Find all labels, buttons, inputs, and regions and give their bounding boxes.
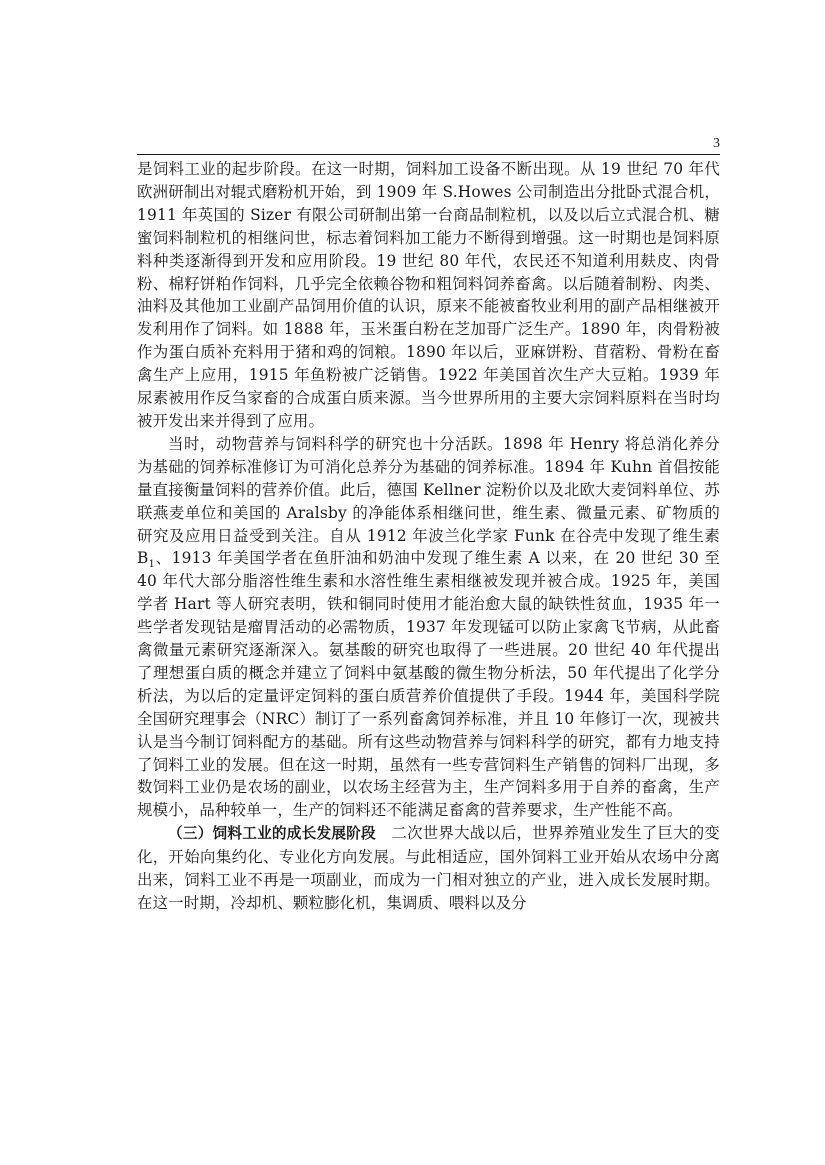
paragraph-2-text-a: 当时，动物营养与饲料科学的研究也十分活跃。1898 年 Henry 将总消化养分为基础的饲养标准修订为可消化总养分为基础的饲养标准。1894 年 Kuhn 首倡按能量直接衡量饲料的营养价值。此后，德国 Kellner 淀粉价以及北欧大麦饲料单位、苏联燕麦单位和美国的 Aralsby 的净能体系相继问世，维生素、微量元素、矿物质的研究及应用日益受到关注。自从 1912 年波兰化学家 Funk 在谷壳中发现了维生素 B — [137, 434, 720, 568]
section-heading: （三）饲料工业的成长发展阶段 — [168, 825, 376, 843]
paragraph-2 — [137, 433, 720, 822]
header-rule — [137, 154, 720, 155]
paragraph-3 — [137, 822, 720, 915]
paragraph-1: 是饲料工业的起步阶段。在这一时期，饲料加工设备不断出现。从 19 世纪 70 年代欧洲研制出对辊式磨粉机开始，到 1909 年 S.Howes 公司制造出分批卧式混合机，1911 年英国的 Sizer 有限公司研制出第一台商品制粒机，以及以后立式混合机、糖蜜饲料制粒机的相继问世，标志着饲料加工能力不断得到增强。这一时期也是饲料原料种类逐渐得到开发和应用阶段。19 世纪 80 年代，农民还不知道利用麸皮、肉骨粉、棉籽饼粕作饲料，几乎完全依赖谷物和粗饲料饲养畜禽。以后随着制粉、肉类、油料及其他加工业副产品饲用价值的认识，原来不能被畜牧业利用的副产品相继被开发利用作了饲料。如 1888 年，玉米蛋白粉在芝加哥广泛生产。1890 年，肉骨粉被作为蛋白质补充料用于猪和鸡的饲粮。1890 年以后，亚麻饼粉、苜蓿粉、骨粉在畜禽生产上应用，1915 年鱼粉被广泛销售。1922 年美国首次生产大豆粕。1939 年尿素被用作反刍家畜的合成蛋白质来源。当今世界所用的主要大宗饲料原料在当时均被开发出来并得到了应用。 — [137, 160, 720, 430]
vitamin-b-subscript: 1 — [148, 559, 156, 571]
page-number: 3 — [713, 136, 720, 151]
body-text — [137, 158, 720, 915]
paragraph-2-text-b: 、1913 年美国学者在鱼肝油和奶油中发现了维生素 A 以来，在 20 世纪 30 至 40 年代大部分脂溶性维生素和水溶性维生素相继被发现并被合成。1925 年，美国学者 Hart 等人研究表明，铁和铜同时使用才能治愈大鼠的缺铁性贫血，1935 年一些学者发现钴是瘤胃活动的必需物质，1937 年发现锰可以防止家禽飞节病，从此畜禽微量元素研究逐渐深入。氨基酸的研究也取得了一些进展。20 世纪 40 年代提出了理想蛋白质的概念并建立了饲料中氨基酸的微生物分析法，50 年代提出了化学分析法，为以后的定量评定饲料的蛋白质营养价值提供了手段。1944 年，美国科学院全国研究理事会（NRC）制订了一系列畜禽饲养标准，并且 10 年修订一次，现被共认是当今制订饲料配方的基础。所有这些动物营养与饲料科学的研究，都有力地支持了饲料工业的发展。但在这一时期，虽然有一些专营饲料生产销售的饲料厂出现，多数饲料工业仍是农场的副业，以农场主经营为主，生产饲料多用于自养的畜禽，生产规模小，品种较单一，生产的饲料还不能满足畜禽的营养要求，生产性能不高。 — [137, 549, 720, 820]
paragraph-3-text: 二次世界大战以后，世界养殖业发生了巨大的变化，开始向集约化、专业化方向发展。与此相适应，国外饲料工业开始从农场中分离出来，饲料工业不再是一项副业，而成为一门相对独立的产业，进入成长发展时期。在这一时期，冷却机、颗粒膨化机，集调质、喂料以及分 — [137, 824, 720, 912]
